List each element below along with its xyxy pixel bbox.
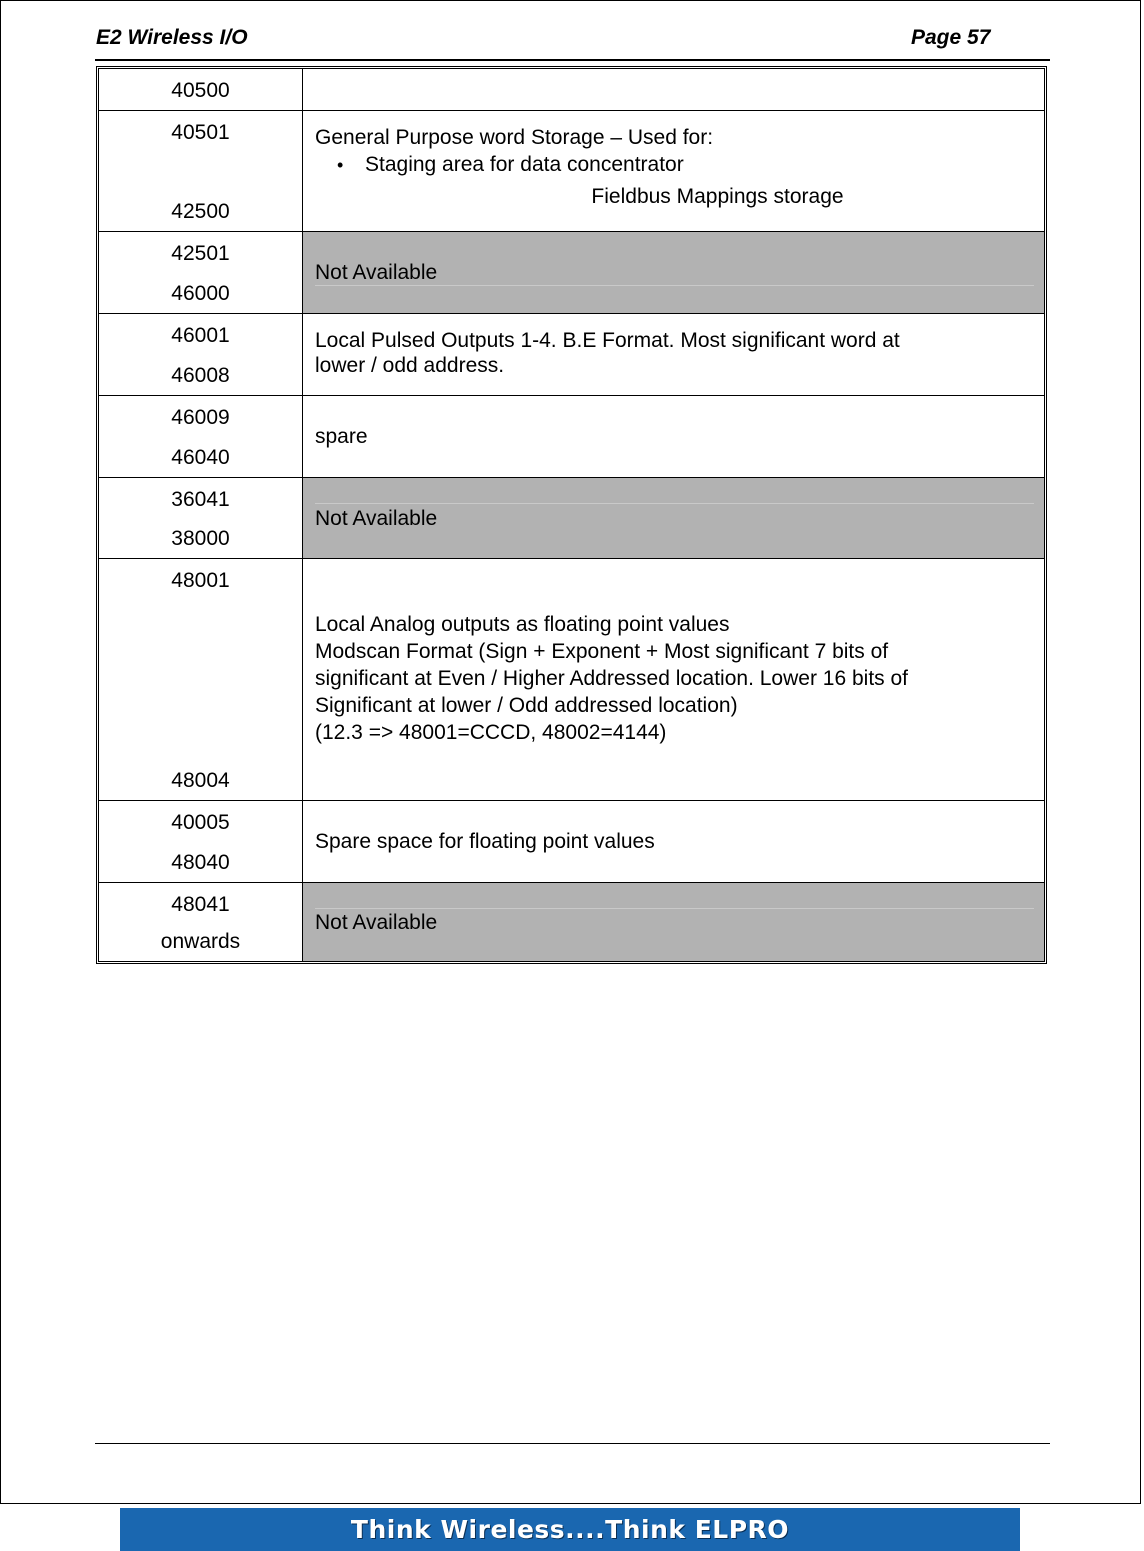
description-line: General Purpose word Storage – Used for: [315, 126, 714, 149]
cell-rule [315, 285, 1034, 286]
address-end: 46000 [171, 282, 230, 305]
description-line: Spare space for floating point values [315, 830, 655, 853]
not-available-cell [303, 883, 1044, 961]
not-available-cell [303, 232, 1044, 313]
address-cell [99, 801, 303, 882]
address-end: 48040 [171, 851, 230, 874]
address-start: 46001 [171, 324, 230, 347]
address-end: onwards [160, 930, 241, 953]
bullet-icon: • [337, 155, 344, 175]
bullet-text: Staging area for data concentrator [365, 153, 684, 176]
footer-banner [120, 1508, 1020, 1551]
description-line: (12.3 => 48001=CCCD, 48002=4144) [315, 721, 667, 744]
description-cell [303, 314, 1044, 395]
description-line: Significant at lower / Odd addressed location) [315, 694, 738, 717]
description-line: Fieldbus Mappings storage [591, 185, 844, 208]
address-start: 42501 [171, 242, 230, 265]
table-row [99, 231, 1044, 313]
description-cell [303, 559, 1044, 800]
document-title: E2 Wireless I/O [96, 26, 248, 49]
address-start: 46009 [171, 406, 230, 429]
address-start: 40005 [171, 811, 230, 834]
description-cell [303, 801, 1044, 882]
description-line: Not Available [315, 261, 438, 284]
cell-rule [315, 908, 1034, 909]
address-cell [99, 396, 303, 477]
description-line: Local Analog outputs as floating point values [315, 613, 730, 636]
address-end: 48004 [171, 769, 230, 792]
description-line: Not Available [315, 506, 438, 530]
register-map-table [96, 66, 1047, 964]
not-available-cell [303, 478, 1044, 558]
address-cell [99, 478, 303, 558]
table-row [99, 558, 1044, 800]
table-row [99, 477, 1044, 558]
table-row [99, 395, 1044, 477]
address-cell [99, 232, 303, 313]
cell-rule [315, 503, 1034, 504]
address-cell [99, 314, 303, 395]
banner-slogan: Think Wireless....Think ELPRO [350, 1515, 790, 1544]
table-row [99, 800, 1044, 882]
address-cell [99, 883, 303, 961]
header-divider [95, 59, 1050, 61]
description-line: Local Pulsed Outputs 1-4. B.E Format. Most significant word at [315, 329, 900, 352]
description-line: Modscan Format (Sign + Exponent + Most significant 7 bits of [315, 640, 889, 663]
description-cell [303, 69, 1044, 110]
table-row [99, 313, 1044, 395]
address-start: 48041 [171, 893, 230, 916]
description-line: Not Available [315, 910, 438, 934]
footer-divider [95, 1443, 1050, 1444]
address-end: 46040 [171, 446, 230, 469]
description-line: spare [315, 425, 368, 448]
address-start: 40500 [171, 79, 230, 102]
page-number: Page 57 [911, 26, 991, 49]
address-start: 40501 [171, 121, 230, 144]
bullet-item [315, 150, 1030, 180]
address-cell [99, 111, 303, 231]
address-start: 36041 [171, 488, 230, 511]
address-start: 48001 [171, 569, 230, 592]
description-cell [303, 396, 1044, 477]
description-cell [303, 111, 1044, 231]
address-end: 42500 [171, 200, 230, 223]
table-row [99, 882, 1044, 961]
address-cell [99, 69, 303, 110]
description-line: significant at Even / Higher Addressed location. Lower 16 bits of [315, 667, 909, 690]
description-line: lower / odd address. [315, 354, 505, 377]
address-cell [99, 559, 303, 800]
table-row [99, 110, 1044, 231]
address-end: 38000 [171, 527, 230, 550]
table-row [99, 69, 1044, 110]
address-end: 46008 [171, 364, 230, 387]
